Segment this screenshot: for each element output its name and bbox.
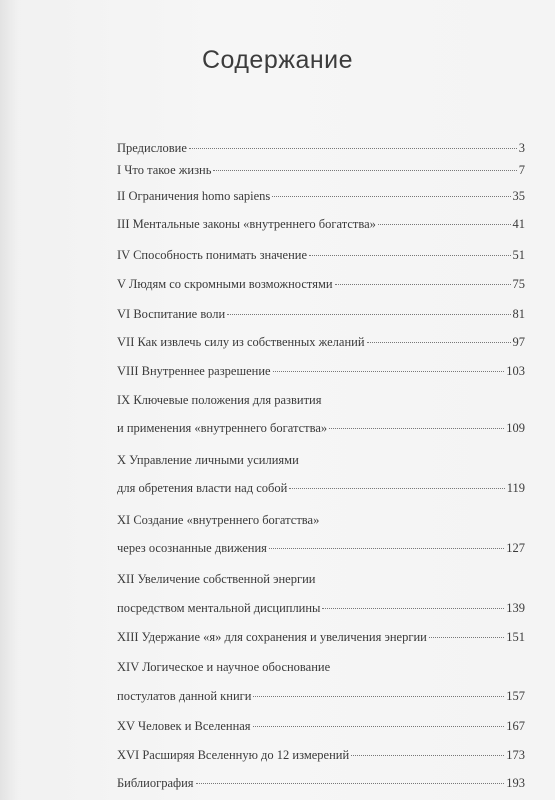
toc-entry bbox=[117, 718, 525, 734]
toc-entry bbox=[117, 276, 525, 292]
toc-page-number: 81 bbox=[512, 307, 525, 321]
dot-leader bbox=[309, 255, 510, 256]
toc-entry bbox=[117, 188, 525, 204]
toc-entry bbox=[117, 540, 525, 556]
toc-page-number: 119 bbox=[506, 481, 525, 495]
dot-leader bbox=[273, 371, 505, 372]
toc-entry-title: III Ментальные законы «внутреннего богатства» bbox=[117, 217, 376, 231]
toc-entry-title: VI Воспитание воли bbox=[117, 307, 226, 321]
toc-page-number: 51 bbox=[512, 248, 525, 262]
toc-entry-title: XVI Расширяя Вселенную до 12 измерений bbox=[117, 748, 350, 762]
page-title: Содержание bbox=[201, 46, 354, 74]
toc-entry-title: XI Создание «внутреннего богатства» bbox=[117, 513, 320, 527]
toc-entry-line bbox=[117, 571, 525, 587]
toc-page-number: 193 bbox=[506, 776, 525, 790]
toc-entry-line bbox=[117, 512, 525, 528]
toc-page-number: 75 bbox=[512, 277, 525, 291]
toc-entry bbox=[117, 247, 525, 263]
toc-page-number: 109 bbox=[506, 421, 525, 435]
toc-page-number: 157 bbox=[506, 689, 525, 703]
dot-leader bbox=[253, 696, 504, 697]
toc-entry bbox=[117, 363, 525, 379]
dot-leader bbox=[189, 148, 517, 149]
toc-page-number: 139 bbox=[506, 601, 525, 615]
dot-leader bbox=[227, 314, 510, 315]
toc-entry-title: IX Ключевые положения для развития bbox=[117, 393, 322, 407]
dot-leader bbox=[196, 783, 505, 784]
toc-entry-line bbox=[117, 392, 525, 408]
dot-leader bbox=[329, 428, 504, 429]
toc-entry bbox=[117, 629, 525, 645]
toc-entry bbox=[117, 688, 525, 704]
toc-entry-title: XIV Логическое и научное обоснование bbox=[117, 660, 331, 674]
dot-leader bbox=[429, 637, 504, 638]
toc-entry-title: VII Как извлечь силу из собственных желаний bbox=[117, 335, 365, 349]
toc-entry-title: XV Человек и Вселенная bbox=[117, 719, 251, 733]
toc-entry-title: XII Увеличение собственной энергии bbox=[117, 572, 316, 586]
toc-page-number: 173 bbox=[506, 748, 525, 762]
toc-entry-title: XIII Удержание «я» для сохранения и увеличения энергии bbox=[117, 630, 427, 644]
toc-entry-title: I Что такое жизнь bbox=[117, 163, 212, 177]
toc-page-number: 41 bbox=[512, 217, 525, 231]
dot-leader bbox=[351, 755, 504, 756]
toc-page-number: 3 bbox=[518, 141, 525, 155]
toc-page-number: 7 bbox=[518, 163, 525, 177]
toc-entry bbox=[117, 480, 525, 496]
toc-entry-title: постулатов данной книги bbox=[117, 689, 252, 703]
toc-entry bbox=[117, 600, 525, 616]
toc-entry-title: II Ограничения homo sapiens bbox=[117, 189, 271, 203]
toc-entry-title: для обретения власти над собой bbox=[117, 481, 288, 495]
toc-page-number: 167 bbox=[506, 719, 525, 733]
toc-entry-line bbox=[117, 452, 525, 468]
dot-leader bbox=[289, 488, 504, 489]
toc-entry bbox=[117, 162, 525, 178]
toc-page-number: 103 bbox=[506, 364, 525, 378]
dot-leader bbox=[335, 284, 511, 285]
toc-entry-title: через осознанные движения bbox=[117, 541, 267, 555]
toc-page-number: 97 bbox=[512, 335, 525, 349]
toc-entry bbox=[117, 140, 525, 156]
dot-leader bbox=[367, 342, 511, 343]
toc-entry-title: Предисловие bbox=[117, 141, 187, 155]
toc-entry-line bbox=[117, 659, 525, 675]
toc-entry bbox=[117, 420, 525, 436]
toc-entry bbox=[117, 216, 525, 232]
dot-leader bbox=[322, 608, 504, 609]
toc-entry bbox=[117, 775, 525, 791]
toc-page-number: 127 bbox=[506, 541, 525, 555]
toc-entry bbox=[117, 306, 525, 322]
toc-entry bbox=[117, 747, 525, 763]
dot-leader bbox=[269, 548, 504, 549]
toc-entry bbox=[117, 334, 525, 350]
toc-entry-title: VIII Внутреннее разрешение bbox=[117, 364, 271, 378]
dot-leader bbox=[272, 196, 510, 197]
dot-leader bbox=[213, 170, 516, 171]
toc-page-number: 35 bbox=[512, 189, 525, 203]
toc-entry-title: IV Способность понимать значение bbox=[117, 248, 308, 262]
toc-entry-title: Библиография bbox=[117, 776, 194, 790]
dot-leader bbox=[378, 224, 511, 225]
toc-entry-title: и применения «внутреннего богатства» bbox=[117, 421, 328, 435]
toc-entry-title: посредством ментальной дисциплины bbox=[117, 601, 321, 615]
toc-entry-title: V Людям со скромными возможностями bbox=[117, 277, 333, 291]
page-edge-shadow bbox=[0, 0, 18, 800]
toc-entry-title: X Управление личными усилиями bbox=[117, 453, 299, 467]
toc-page-number: 151 bbox=[506, 630, 525, 644]
dot-leader bbox=[253, 726, 505, 727]
